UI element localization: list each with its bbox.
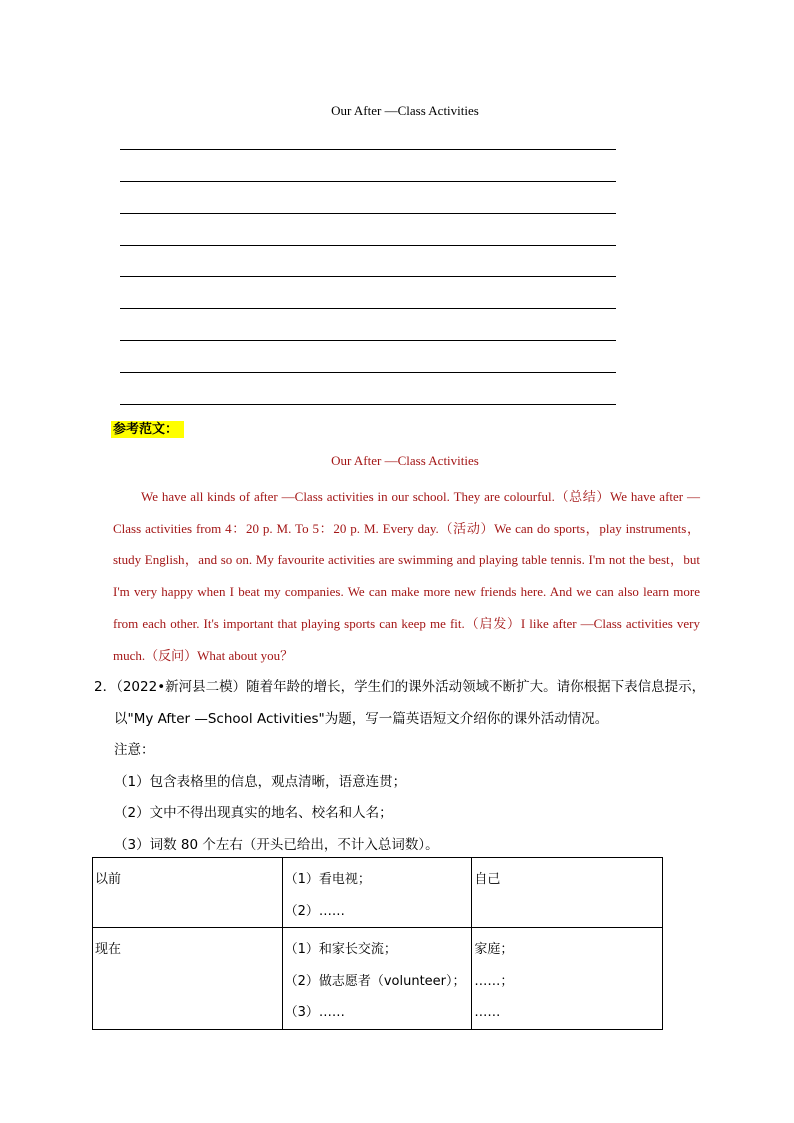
reference-label: 参考范文： — [111, 421, 184, 438]
row-extra — [472, 928, 663, 1030]
writing-line — [120, 340, 616, 341]
row-extra-item: 家庭； — [474, 942, 514, 957]
question-source: （2022•新河县二模） — [116, 679, 247, 695]
row-item: （2）…… — [284, 903, 345, 919]
table-row — [93, 858, 663, 928]
prompt-line-2: 以"My After —School Activities"为题，写一篇英语短文介绍你的课外活动情况。 — [114, 710, 609, 727]
question-number: 2． — [94, 679, 117, 695]
previous-essay-title: Our After —Class Activities — [331, 103, 479, 118]
row-extra-item: 自己 — [474, 872, 501, 887]
writing-line — [120, 149, 616, 150]
notes-title: 注意： — [114, 742, 155, 758]
row-item: （2）做志愿者（volunteer）； — [284, 973, 466, 989]
row-item: （1）看电视； — [284, 872, 371, 887]
question-2-prompt — [94, 672, 714, 704]
prompt-line-1: 随着年龄的增长，学生们的课外活动领域不断扩大。请你根据下表信息提示， — [246, 679, 706, 695]
writing-line — [120, 308, 616, 309]
table-row — [93, 928, 663, 1030]
note-item: （3）词数 80 个左右（开头已给出，不计入总词数）。 — [114, 836, 439, 853]
row-items — [282, 858, 472, 928]
writing-line — [120, 213, 616, 214]
info-table — [92, 857, 663, 1030]
row-extra-item: …… — [474, 1005, 501, 1020]
sample-essay-body: We have all kinds of after —Class activities in our school. They are colourful.（总结）We have after —Class activities from 4：20 p. M. To 5：20 p. M. Every day.（活动）We can do sports，play instruments，study English，and so on. My favourite activities are swimming and playing table tennis. I'm not the best，but I'm very happy when I beat my companies. We can make more new friends here. And we can also learn more from each other. It's important that playing sports can keep me fit.（启发）I like after —Class activities very much.（反问）What about you？ — [113, 489, 700, 663]
sample-essay-title: Our After —Class Activities — [331, 453, 479, 468]
row-item: （1）和家长交流； — [284, 942, 397, 957]
writing-line — [120, 181, 616, 182]
note-item: （2）文中不得出现真实的地名、校名和人名； — [114, 805, 393, 821]
row-label: 以前 — [93, 858, 283, 928]
writing-line — [120, 404, 616, 405]
question-2 — [94, 672, 714, 861]
writing-line — [120, 245, 616, 246]
note-item: （1）包含表格里的信息，观点清晰，语意连贯； — [114, 773, 407, 790]
row-extra — [472, 858, 663, 928]
row-label: 现在 — [93, 928, 283, 1030]
row-extra-item: ……； — [474, 973, 514, 989]
writing-line — [120, 372, 616, 373]
writing-line — [120, 276, 616, 277]
row-items — [282, 928, 472, 1030]
row-item: （3）…… — [284, 1005, 345, 1020]
